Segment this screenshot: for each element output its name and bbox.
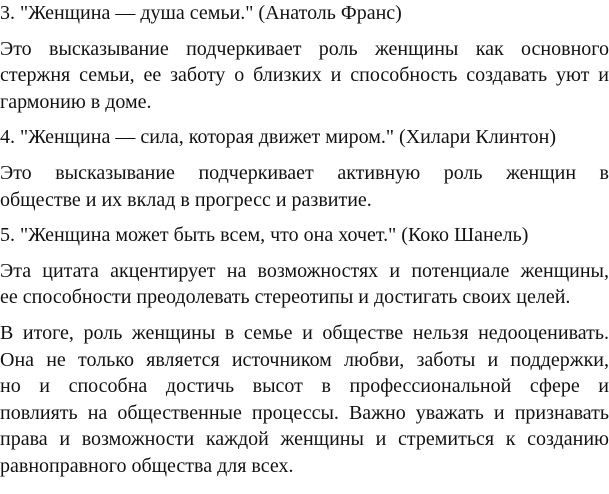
text-line: стержня семьи, ее заботу о близких и способность создавать уют и [0,64,609,87]
quote-text: 3. "Женщина — душа семьи." (Анатоль Франс) [0,2,402,24]
quote-text: 5. "Женщина может быть всем, что она хочет." (Коко Шанель) [0,224,529,247]
quote-3 [0,0,609,27]
text-line: равноправного общества для всех. [0,454,294,477]
text-line: Она не только является источником любви, заботы и поддержки, [0,348,609,371]
quote-text: 4. "Женщина — сила, которая движет миром." (Хилари Клинтон) [0,126,556,149]
paragraph-quote-5-comment [0,258,609,311]
text-line: повлиять на общественные процессы. Важно уважать и признавать [0,401,609,424]
text-line: ее способности преодолевать стереотипы и достигать своих целей. [0,286,571,309]
text-line: обществе и их вклад в прогресс и развитие. [0,188,372,211]
text-line: но и способна достичь высот в профессиональной сфере и [0,375,609,398]
quote-4 [0,124,609,151]
paragraph-quote-4-comment [0,160,609,213]
text-line: Эта цитата акцентирует на возможностях и потенциале женщины, [0,259,609,282]
quote-5 [0,222,609,249]
text-line: Это высказывание подчеркивает активную роль женщин в [0,161,609,184]
paragraph-conclusion [0,320,609,480]
text-line: В итоге, роль женщины в семье и обществе нельзя недооценивать. [0,321,609,344]
paragraph-quote-3-comment [0,36,609,116]
text-line: Это высказывание подчеркивает роль женщины как основного [0,37,609,60]
text-line: права и возможности каждой женщины и стремиться к созданию [0,428,609,451]
text-line: гармонию в доме. [0,90,152,113]
